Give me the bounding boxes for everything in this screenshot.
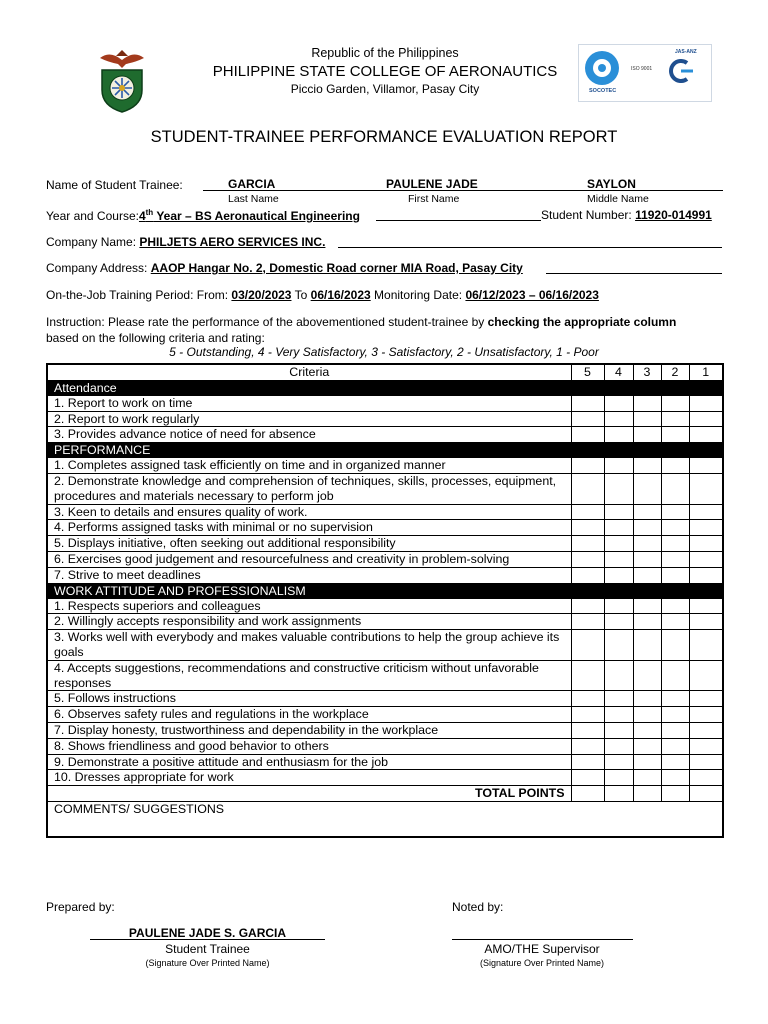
rating-checkbox-cell[interactable]	[571, 427, 604, 443]
criteria-text: 9. Demonstrate a positive attitude and enthusiasm for the job	[47, 754, 571, 770]
rating-checkbox-cell[interactable]	[661, 536, 689, 552]
rating-checkbox-cell[interactable]	[661, 411, 689, 427]
criteria-text: 1. Completes assigned task efficiently on time and in organized manner	[47, 458, 571, 474]
rating-checkbox-cell[interactable]	[633, 770, 661, 786]
rating-checkbox-cell[interactable]	[604, 770, 633, 786]
rating-checkbox-cell[interactable]	[661, 660, 689, 691]
rating-header-1: 1	[689, 364, 723, 380]
rating-checkbox-cell[interactable]	[571, 691, 604, 707]
criteria-row	[47, 567, 723, 583]
rating-checkbox-cell[interactable]	[661, 458, 689, 474]
criteria-row	[47, 458, 723, 474]
section-title: Attendance	[47, 380, 723, 395]
criteria-header: Criteria	[47, 364, 571, 380]
section-header-row	[47, 443, 723, 458]
rating-checkbox-cell[interactable]	[604, 598, 633, 614]
rating-checkbox-cell[interactable]	[689, 551, 723, 567]
company-name-underline	[338, 247, 722, 248]
rating-checkbox-cell[interactable]	[571, 536, 604, 552]
rating-checkbox-cell[interactable]	[689, 786, 723, 802]
rating-checkbox-cell[interactable]	[689, 660, 723, 691]
noted-signature-line	[452, 939, 633, 940]
rating-checkbox-cell[interactable]	[633, 738, 661, 754]
criteria-row	[47, 411, 723, 427]
rating-checkbox-cell[interactable]	[604, 411, 633, 427]
rating-checkbox-cell[interactable]	[633, 520, 661, 536]
rating-checkbox-cell[interactable]	[633, 707, 661, 723]
rating-checkbox-cell[interactable]	[661, 520, 689, 536]
table-header-row	[47, 364, 723, 380]
rating-checkbox-cell[interactable]	[604, 536, 633, 552]
rating-checkbox-cell[interactable]	[633, 551, 661, 567]
criteria-row	[47, 691, 723, 707]
name-label: Name of Student Trainee:	[46, 178, 183, 192]
comments-field[interactable]: COMMENTS/ SUGGESTIONS	[47, 801, 723, 837]
year-course-underline	[376, 220, 541, 221]
rating-checkbox-cell[interactable]	[689, 395, 723, 411]
last-name-value: GARCIA	[228, 177, 276, 191]
monitoring-date-value: 06/12/2023 – 06/16/2023	[465, 288, 599, 302]
criteria-text: 3. Provides advance notice of need for absence	[47, 427, 571, 443]
criteria-text: 6. Exercises good judgement and resourcefulness and creativity in problem-solving	[47, 551, 571, 567]
rating-checkbox-cell[interactable]	[604, 786, 633, 802]
criteria-text: 2. Willingly accepts responsibility and work assignments	[47, 614, 571, 630]
rating-checkbox-cell[interactable]	[571, 738, 604, 754]
rating-header-5: 5	[571, 364, 604, 380]
criteria-row	[47, 427, 723, 443]
criteria-text: 4. Performs assigned tasks with minimal or no supervision	[47, 520, 571, 536]
college-seal-logo	[96, 48, 148, 114]
criteria-text: 4. Accepts suggestions, recommendations and constructive criticism without unfavorable responses	[47, 660, 571, 691]
rating-checkbox-cell[interactable]	[661, 598, 689, 614]
criteria-row	[47, 551, 723, 567]
section-header-row	[47, 380, 723, 395]
rating-checkbox-cell[interactable]	[689, 536, 723, 552]
criteria-text: 2. Demonstrate knowledge and comprehension of techniques, skills, processes, equipment, procedures and materials necessary to perform job	[47, 473, 571, 504]
rating-checkbox-cell[interactable]	[661, 770, 689, 786]
criteria-row	[47, 707, 723, 723]
rating-checkbox-cell[interactable]	[633, 536, 661, 552]
rating-checkbox-cell[interactable]	[571, 473, 604, 504]
rating-checkbox-cell[interactable]	[633, 411, 661, 427]
student-number-value: 11920-014991	[635, 208, 712, 222]
rating-checkbox-cell[interactable]	[604, 473, 633, 504]
criteria-table	[46, 363, 724, 838]
rating-checkbox-cell[interactable]	[604, 722, 633, 738]
rating-checkbox-cell[interactable]	[604, 504, 633, 520]
rating-checkbox-cell[interactable]	[571, 567, 604, 583]
rating-checkbox-cell[interactable]	[604, 707, 633, 723]
noted-by-label: Noted by:	[452, 900, 504, 914]
rating-checkbox-cell[interactable]	[633, 427, 661, 443]
year-course-label: Year and Course:	[46, 209, 139, 223]
republic-text: Republic of the Philippines	[311, 46, 459, 60]
criteria-row	[47, 614, 723, 630]
rating-checkbox-cell[interactable]	[604, 691, 633, 707]
rating-checkbox-cell[interactable]	[571, 660, 604, 691]
rating-checkbox-cell[interactable]	[661, 707, 689, 723]
prepared-signature-line	[90, 939, 325, 940]
comments-row[interactable]	[47, 801, 723, 837]
first-name-label: First Name	[408, 193, 460, 205]
criteria-text: 7. Display honesty, trustworthiness and dependability in the workplace	[47, 722, 571, 738]
criteria-text: 6. Observes safety rules and regulations in the workplace	[47, 707, 571, 723]
rating-checkbox-cell[interactable]	[661, 630, 689, 661]
rating-checkbox-cell[interactable]	[661, 567, 689, 583]
rating-checkbox-cell[interactable]	[571, 707, 604, 723]
rating-checkbox-cell[interactable]	[689, 738, 723, 754]
rating-checkbox-cell[interactable]	[604, 738, 633, 754]
rating-checkbox-cell[interactable]	[571, 520, 604, 536]
rating-checkbox-cell[interactable]	[604, 614, 633, 630]
criteria-row	[47, 722, 723, 738]
rating-checkbox-cell[interactable]	[604, 395, 633, 411]
rating-header-4: 4	[604, 364, 633, 380]
jas-anz-icon	[667, 59, 695, 83]
rating-checkbox-cell[interactable]	[661, 614, 689, 630]
rating-checkbox-cell[interactable]	[633, 754, 661, 770]
rating-checkbox-cell[interactable]	[604, 660, 633, 691]
prepared-by-label: Prepared by:	[46, 900, 115, 914]
rating-checkbox-cell[interactable]	[689, 411, 723, 427]
criteria-text: 2. Report to work regularly	[47, 411, 571, 427]
criteria-row	[47, 520, 723, 536]
rating-checkbox-cell[interactable]	[633, 722, 661, 738]
criteria-text: 7. Strive to meet deadlines	[47, 567, 571, 583]
company-address-value: AAOP Hangar No. 2, Domestic Road corner MIA Road, Pasay City	[150, 261, 523, 275]
prepared-by-name: PAULENE JADE S. GARCIA	[128, 926, 287, 940]
rating-checkbox-cell[interactable]	[689, 504, 723, 520]
criteria-row	[47, 536, 723, 552]
rating-checkbox-cell[interactable]	[633, 567, 661, 583]
rating-checkbox-cell[interactable]	[689, 598, 723, 614]
rating-checkbox-cell[interactable]	[604, 754, 633, 770]
rating-checkbox-cell[interactable]	[689, 614, 723, 630]
year-course-line	[46, 208, 360, 223]
rating-checkbox-cell[interactable]	[661, 722, 689, 738]
company-address-line: Company Address: AAOP Hangar No. 2, Domestic Road corner MIA Road, Pasay City	[46, 261, 523, 275]
criteria-row	[47, 754, 723, 770]
rating-header-3: 3	[633, 364, 661, 380]
prepared-by-role: Student Trainee	[165, 942, 250, 956]
ojt-to-value: 06/16/2023	[310, 288, 371, 302]
noted-signature-note: (Signature Over Printed Name)	[479, 958, 605, 968]
rating-checkbox-cell[interactable]	[571, 614, 604, 630]
rating-checkbox-cell[interactable]	[633, 660, 661, 691]
total-points-row	[47, 786, 723, 802]
rating-checkbox-cell[interactable]	[571, 630, 604, 661]
criteria-row	[47, 504, 723, 520]
middle-name-value: SAYLON	[587, 177, 636, 191]
criteria-text: 10. Dresses appropriate for work	[47, 770, 571, 786]
year-course-value: 4th Year – BS Aeronautical Engineering	[138, 208, 360, 223]
rating-checkbox-cell[interactable]	[689, 567, 723, 583]
socotec-circle-icon	[585, 51, 619, 85]
criteria-text: 8. Shows friendliness and good behavior to others	[47, 738, 571, 754]
report-title: STUDENT-TRAINEE PERFORMANCE EVALUATION REPORT	[150, 128, 618, 146]
rating-checkbox-cell[interactable]	[661, 551, 689, 567]
rating-checkbox-cell[interactable]	[571, 786, 604, 802]
rating-checkbox-cell[interactable]	[689, 754, 723, 770]
noted-by-role: AMO/THE Supervisor	[484, 942, 600, 956]
rating-checkbox-cell[interactable]	[661, 504, 689, 520]
company-name-value: PHILJETS AERO SERVICES INC.	[139, 235, 326, 249]
rating-checkbox-cell[interactable]	[689, 520, 723, 536]
total-points-label: TOTAL POINTS	[47, 786, 571, 802]
rating-checkbox-cell[interactable]	[604, 551, 633, 567]
criteria-row	[47, 630, 723, 661]
criteria-row	[47, 395, 723, 411]
first-name-value: PAULENE JADE	[386, 177, 478, 191]
criteria-row	[47, 598, 723, 614]
rating-checkbox-cell[interactable]	[571, 770, 604, 786]
rating-checkbox-cell[interactable]	[633, 786, 661, 802]
criteria-row	[47, 770, 723, 786]
rating-checkbox-cell[interactable]	[689, 630, 723, 661]
rating-checkbox-cell[interactable]	[661, 738, 689, 754]
rating-checkbox-cell[interactable]	[604, 520, 633, 536]
section-title: WORK ATTITUDE AND PROFESSIONALISM	[47, 583, 723, 598]
rating-checkbox-cell[interactable]	[604, 630, 633, 661]
rating-checkbox-cell[interactable]	[689, 473, 723, 504]
rating-checkbox-cell[interactable]	[633, 458, 661, 474]
rating-checkbox-cell[interactable]	[571, 754, 604, 770]
criteria-text: 1. Respects superiors and colleagues	[47, 598, 571, 614]
rating-checkbox-cell[interactable]	[689, 722, 723, 738]
criteria-text: 1. Report to work on time	[47, 395, 571, 411]
rating-checkbox-cell[interactable]	[604, 427, 633, 443]
criteria-text: 3. Works well with everybody and makes valuable contributions to help the group achieve its goals	[47, 630, 571, 661]
rating-checkbox-cell[interactable]	[689, 707, 723, 723]
instruction-text: Instruction: Please rate the performance of the abovementioned student-trainee by checking the appropriate column based on the following criteria and rating:	[46, 315, 677, 345]
ojt-period-line: On-the-Job Training Period: From: 03/20/2023 To 06/16/2023 Monitoring Date: 06/12/2023 – 06/16/2023	[46, 288, 599, 302]
student-number-line: Student Number: 11920-014991	[541, 208, 712, 222]
rating-checkbox-cell[interactable]	[633, 630, 661, 661]
rating-checkbox-cell[interactable]	[633, 614, 661, 630]
certification-logo: ISO 9001 SOCOTEC JAS-ANZ	[578, 44, 712, 102]
rating-checkbox-cell[interactable]	[571, 504, 604, 520]
rating-checkbox-cell[interactable]	[633, 504, 661, 520]
prepared-signature-note: (Signature Over Printed Name)	[145, 958, 270, 968]
company-name-line: Company Name: PHILJETS AERO SERVICES INC.	[46, 235, 326, 249]
criteria-row	[47, 738, 723, 754]
rating-checkbox-cell[interactable]	[689, 770, 723, 786]
rating-checkbox-cell[interactable]	[604, 567, 633, 583]
criteria-text: 5. Follows instructions	[47, 691, 571, 707]
rating-checkbox-cell[interactable]	[571, 722, 604, 738]
rating-checkbox-cell[interactable]	[571, 395, 604, 411]
rating-checkbox-cell[interactable]	[633, 395, 661, 411]
section-title: PERFORMANCE	[47, 443, 723, 458]
rating-checkbox-cell[interactable]	[661, 427, 689, 443]
rating-checkbox-cell[interactable]	[604, 458, 633, 474]
rating-checkbox-cell[interactable]	[571, 598, 604, 614]
college-address: Piccio Garden, Villamor, Pasay City	[290, 82, 480, 96]
middle-name-label: Middle Name	[587, 193, 649, 205]
rating-checkbox-cell[interactable]	[661, 395, 689, 411]
criteria-row	[47, 660, 723, 691]
last-name-label: Last Name	[228, 193, 279, 205]
section-header-row	[47, 583, 723, 598]
rating-checkbox-cell[interactable]	[661, 691, 689, 707]
rating-checkbox-cell[interactable]	[571, 458, 604, 474]
rating-checkbox-cell[interactable]	[661, 473, 689, 504]
rating-checkbox-cell[interactable]	[571, 411, 604, 427]
rating-checkbox-cell[interactable]	[633, 598, 661, 614]
rating-checkbox-cell[interactable]	[661, 754, 689, 770]
rating-checkbox-cell[interactable]	[689, 427, 723, 443]
rating-header-2: 2	[661, 364, 689, 380]
rating-checkbox-cell[interactable]	[633, 691, 661, 707]
college-name: PHILIPPINE STATE COLLEGE OF AERONAUTICS	[212, 63, 558, 80]
rating-scale: 5 - Outstanding, 4 - Very Satisfactory, 3 - Satisfactory, 2 - Unsatisfactory, 1 - Poor	[169, 345, 599, 359]
criteria-row	[47, 473, 723, 504]
criteria-text: 3. Keen to details and ensures quality of work.	[47, 504, 571, 520]
rating-checkbox-cell[interactable]	[689, 691, 723, 707]
company-address-underline	[546, 273, 722, 274]
rating-checkbox-cell[interactable]	[689, 458, 723, 474]
rating-checkbox-cell[interactable]	[661, 786, 689, 802]
criteria-text: 5. Displays initiative, often seeking out additional responsibility	[47, 536, 571, 552]
rating-checkbox-cell[interactable]	[571, 551, 604, 567]
ojt-from-value: 03/20/2023	[231, 288, 292, 302]
rating-checkbox-cell[interactable]	[633, 473, 661, 504]
